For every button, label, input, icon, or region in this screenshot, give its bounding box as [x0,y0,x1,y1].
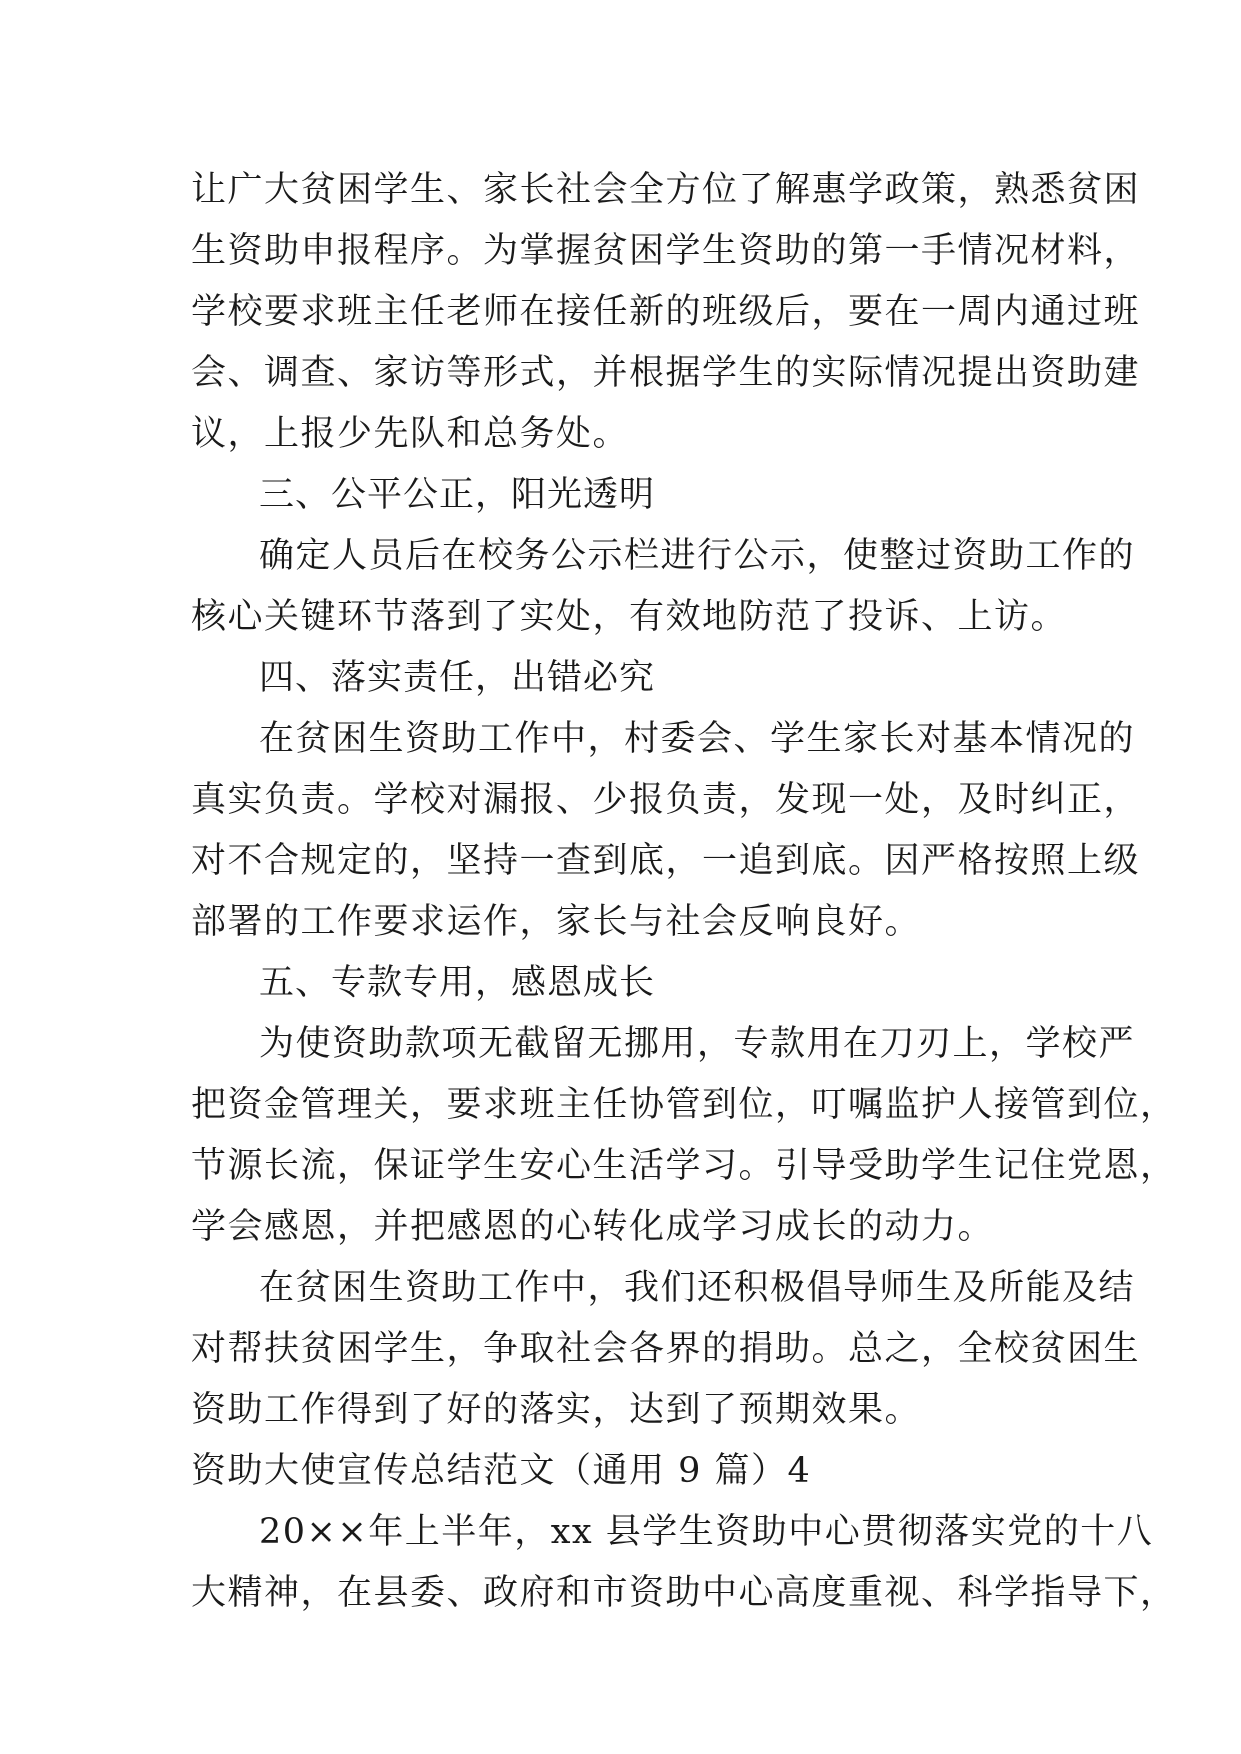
text-line: 大精神，在县委、政府和市资助中心高度重视、科学指导下， [191,1573,1177,1613]
text-line: 把资金管理关，要求班主任协管到位，叮嘱监护人接管到位， [191,1085,1177,1125]
paragraph-3 [191,526,1136,648]
text-line: 核心关键环节落到了实处，有效地防范了投诉、上访。 [191,597,1068,637]
text-line: 议，上报少先队和总务处。 [191,414,630,454]
section-heading-3: 三、公平公正，阳光透明 [259,475,656,515]
document-body [191,160,1177,1624]
text-line: 对不合规定的，坚持一查到底，一追到底。因严格按照上级 [191,841,1141,881]
text-line: 在贫困生资助工作中，村委会、学生家长对基本情况的 [259,719,1136,759]
text-line: 确定人员后在校务公示栏进行公示，使整过资助工作的 [259,536,1136,576]
text-line: 20××年上半年，xx 县学生资助中心贯彻落实党的十八 [259,1512,1154,1552]
text-line: 在贫困生资助工作中，我们还积极倡导师生及所能及结 [259,1268,1136,1308]
text-line: 学会感恩，并把感恩的心转化成学习成长的动力。 [191,1207,995,1247]
section-heading-4: 四、落实责任，出错必究 [259,658,656,698]
paragraph-7 [191,1502,1177,1624]
text-line: 节源长流，保证学生安心生活学习。引导受助学生记住党恩， [191,1146,1177,1186]
text-line: 对帮扶贫困学生，争取社会各界的捐助。总之，全校贫困生 [191,1329,1141,1369]
text-line: 部署的工作要求运作，家长与社会反响良好。 [191,902,922,942]
text-line: 生资助申报程序。为掌握贫困学生资助的第一手情况材料， [191,231,1141,271]
paragraph-5 [191,1014,1177,1258]
paragraph-intro [191,160,1141,465]
text-line: 会、调查、家访等形式，并根据学生的实际情况提出资助建 [191,353,1141,393]
text-line: 资助工作得到了好的落实，达到了预期效果。 [191,1390,922,1430]
paragraph-6 [191,1258,1141,1441]
text-line: 让广大贫困学生、家长社会全方位了解惠学政策，熟悉贫困 [191,170,1141,210]
article-title: 资助大使宣传总结范文（通用 9 篇）4 [191,1451,812,1491]
paragraph-4 [191,709,1141,953]
text-line: 为使资助款项无截留无挪用，专款用在刀刃上，学校严 [259,1024,1136,1064]
text-line: 真实负责。学校对漏报、少报负责，发现一处，及时纠正， [191,780,1141,820]
section-heading-5: 五、专款专用，感恩成长 [259,963,656,1003]
text-line: 学校要求班主任老师在接任新的班级后，要在一周内通过班 [191,292,1141,332]
